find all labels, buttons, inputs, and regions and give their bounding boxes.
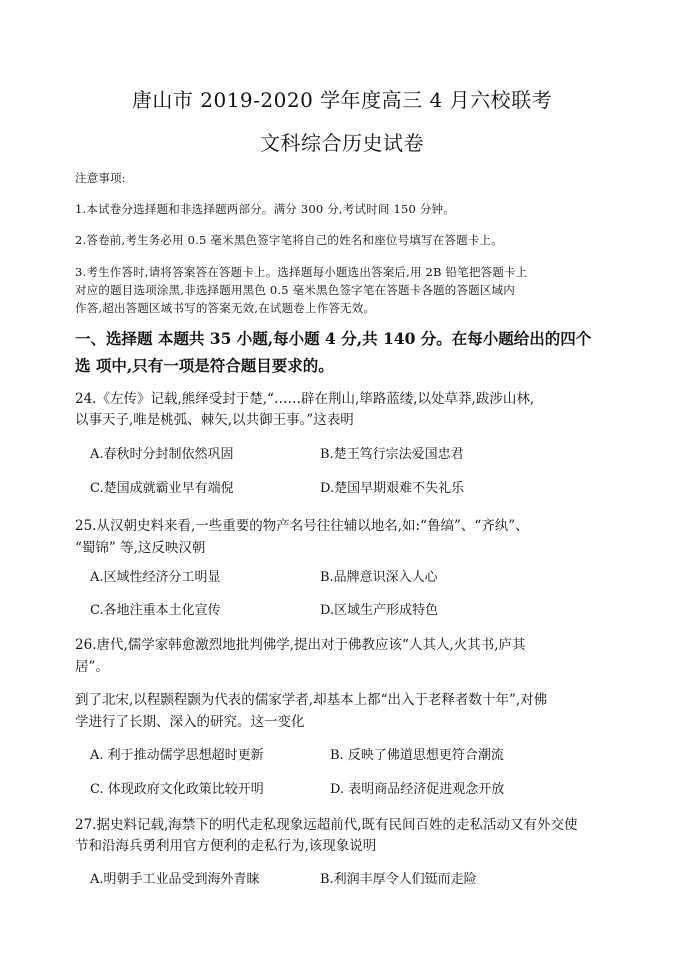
q25-option-a: A.区域性经济分工明显 — [90, 570, 221, 585]
note-item-3-cont: 对应的题目选项涂黑,非选择题用黑色 0.5 毫米黑色签字笔在答题卡各题的答题区域内 — [75, 283, 515, 297]
question-27-line1: 27.据史料记载,海禁下的明代走私现象远超前代,既有民间百姓的走私活动又有外交使 — [75, 817, 578, 833]
q25-option-d: D.区域生产形成特色 — [320, 603, 439, 618]
q26-option-d: D. 表明商品经济促进观念开放 — [330, 782, 505, 797]
question-26-line1: 26.唐代,儒学家韩愈激烈地批判佛学,提出对于佛教应该“人其人,火其书,庐其 — [75, 637, 526, 653]
section-heading-line1: 一、选择题 本题共 35 小题,每小题 4 分,共 140 分。在每小题给出的四个 — [75, 329, 592, 348]
question-26-line3: 到了北宋,以程颢程颢为代表的儒家学者,却基本上都“出入于老释者数十年”,对佛 — [75, 692, 548, 708]
q25-option-b: B.品牌意识深入人心 — [320, 570, 438, 585]
question-26-line2: 居”。 — [75, 659, 109, 675]
note-item-3: 3.考生作答时,请将答案答在答题卡上。选择题每小题选出答案后,用 2B 铅笔把答题卡上 — [75, 265, 528, 279]
question-27-line2: 节和沿海兵勇利用官方便利的走私行为,该现象说明 — [75, 838, 377, 854]
notes-heading: 注意事项: — [75, 171, 126, 185]
q26-option-c: C. 体现政府文化政策比较开明 — [90, 782, 264, 797]
q26-option-b: B. 反映了佛道思想更符合潮流 — [330, 748, 504, 763]
note-item-1: 1.本试卷分选择题和非选择题两部分。满分 300 分,考试时间 150 分钟。 — [75, 202, 455, 216]
question-26-line4: 学进行了长期、深入的研究。这一变化 — [75, 714, 305, 730]
section-heading — [75, 325, 635, 379]
q24-option-a: A.春秋时分封制依然巩固 — [90, 447, 234, 462]
question-24-line1: 24.《左传》记载,熊绎受封于楚,“……辟在荆山,筚路蓝缕,以处草莽,跋涉山林, — [75, 391, 535, 407]
note-item-2: 2.答卷前,考生务必用 0.5 毫米黑色签字笔将自己的姓名和座位号填写在答题卡上。 — [75, 233, 503, 247]
question-24-line2: 以事天子,唯是桃弧、棘矢,以共御王事。”这表明 — [75, 412, 354, 428]
q24-option-d: D.楚国早期艰难不失礼乐 — [320, 481, 465, 496]
q27-option-b: B.利润丰厚令人们铤而走险 — [320, 872, 477, 887]
q24-option-b: B.楚王笃行宗法爱国忠君 — [320, 447, 464, 462]
section-heading-line2: 选 项中,只有一项是符合题目要求的。 — [75, 356, 334, 375]
q25-option-c: C.各地注重本土化宣传 — [90, 603, 221, 618]
q24-option-c: C.楚国成就霸业早有端倪 — [90, 481, 234, 496]
exam-title: 唐山市 2019-2020 学年度高三 4 月六校联考 — [131, 88, 553, 112]
note-item-3-end: 作答,超出答题区域书写的答案无效,在试题卷上作答无效。 — [75, 301, 376, 315]
exam-subtitle: 文科综合历史试卷 — [260, 131, 424, 155]
question-25-line2: “蜀锦” 等,这反映汉朝 — [75, 540, 206, 556]
q26-option-a: A. 利于推动儒学思想超时更新 — [90, 748, 264, 763]
q27-option-a: A.明朝手工业品受到海外青睐 — [90, 872, 260, 887]
question-25-line1: 25.从汉朝史料来看,一些重要的物产名号往往辅以地名,如:“鲁缟”、“齐纨”、 — [75, 518, 529, 534]
